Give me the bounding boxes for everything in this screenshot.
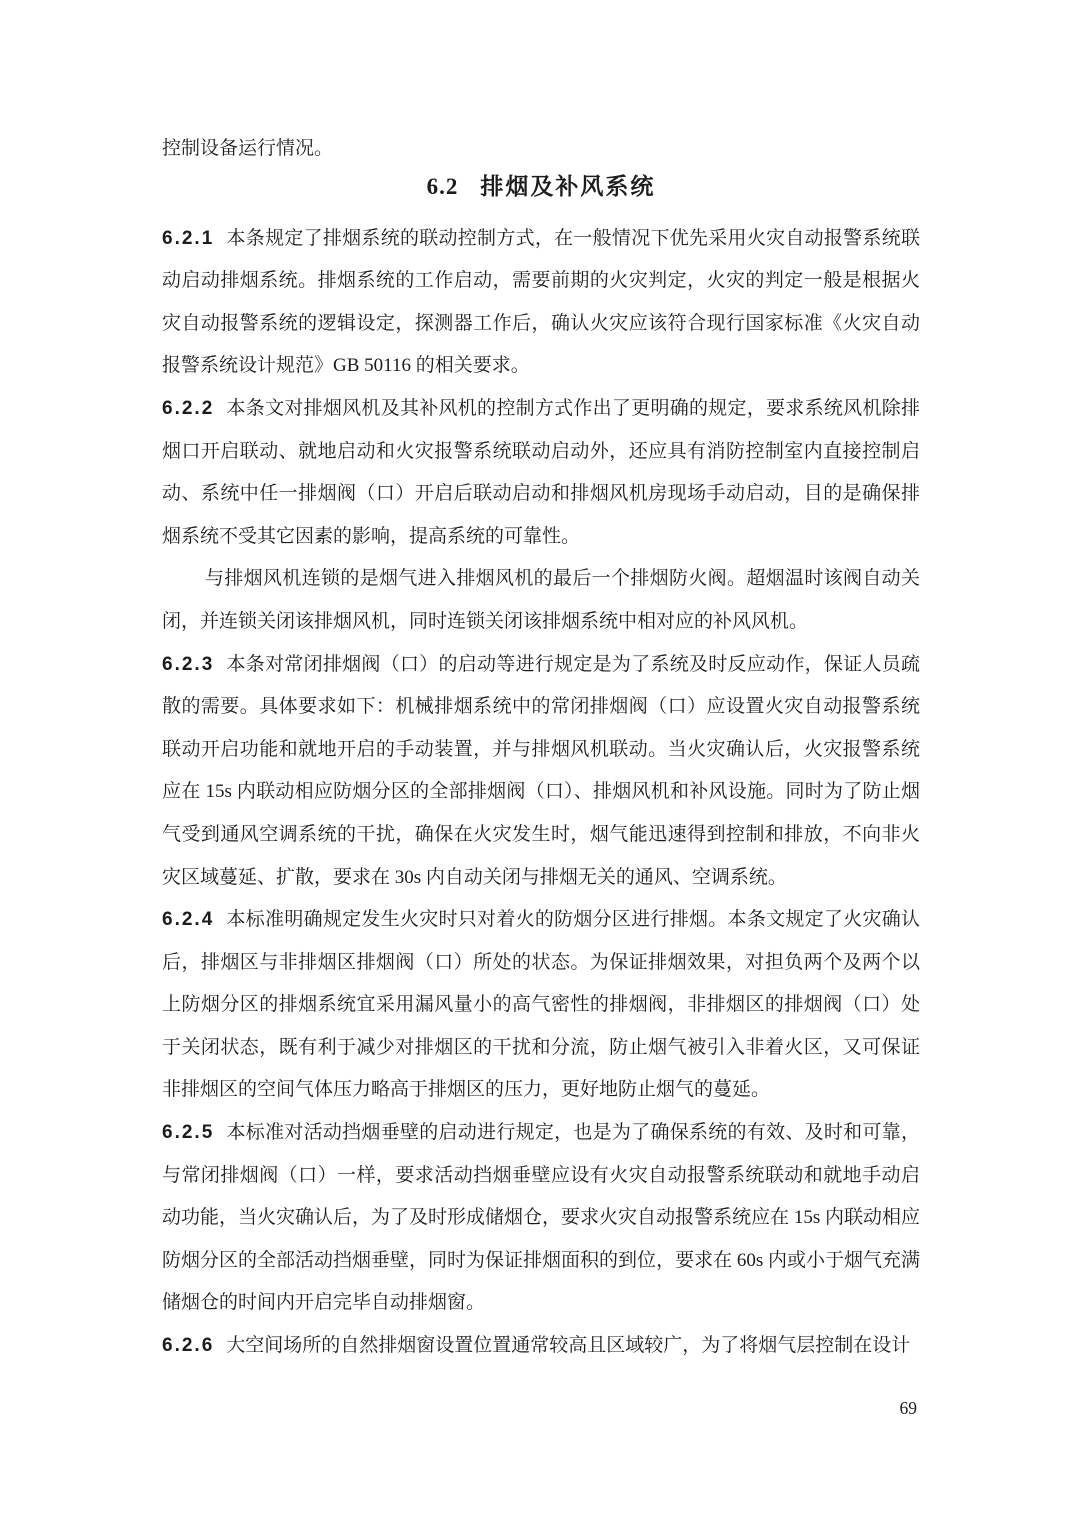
paragraph-text: 本标准明确规定发生火灾时只对着火的防烟分区进行排烟。本条文规定了火灾确认后，排烟区与非排烟区排烟阀（口）所处的状态。为保证排烟效果，对担负两个及两个以上防烟分区的排烟系统宜采用漏风量小的高气密性的排烟阀，非排烟区的排烟阀（口）处于关闭状态，既有利于减少对排烟区的干扰和分流，防止烟气被引入非着火区，又可保证非排烟区的空间气体压力略高于排烟区的压力，更好地防止烟气的蔓延。 bbox=[162, 909, 920, 1101]
section-heading-title: 排烟及补风系统 bbox=[480, 172, 656, 199]
paragraph-text: 与排烟风机连锁的是烟气进入排烟风机的最后一个排烟防火阀。超烟温时该阀自动关闭，并连锁关闭该排烟风机，同时连锁关闭该排烟系统中相对应的补风风机。 bbox=[162, 568, 920, 632]
page-content bbox=[162, 128, 920, 1368]
section-heading bbox=[162, 171, 920, 202]
paragraph bbox=[162, 899, 920, 1112]
paragraph bbox=[162, 558, 920, 643]
paragraph bbox=[162, 644, 920, 900]
clause-number: 6.2.3 bbox=[162, 653, 215, 675]
clause-number: 6.2.4 bbox=[162, 909, 215, 931]
page-number: 69 bbox=[899, 1398, 917, 1418]
paragraph bbox=[162, 1112, 920, 1325]
paragraph-text: 本标准对活动挡烟垂壁的启动进行规定，也是为了确保系统的有效、及时和可靠，与常闭排烟阀（口）一样，要求活动挡烟垂壁应设有火灾自动报警系统联动和就地手动启动功能，当火灾确认后，为了及时形成储烟仓，要求火灾自动报警系统应在 15s 内联动相应防烟分区的全部活动挡烟垂壁，同时为保证排烟面积的到位，要求在 60s 内或小于烟气充满储烟仓的时间内开启完毕自动排烟窗。 bbox=[162, 1122, 920, 1314]
paragraph-text: 本条规定了排烟系统的联动控制方式，在一般情况下优先采用火灾自动报警系统联动启动排烟系统。排烟系统的工作启动，需要前期的火灾判定，火灾的判定一般是根据火灾自动报警系统的逻辑设定，探测器工作后，确认火灾应该符合现行国家标准《火灾自动报警系统设计规范》GB 50116 的相关要求。 bbox=[162, 227, 920, 377]
paragraph bbox=[162, 388, 920, 558]
paragraph-text: 本条对常闭排烟阀（口）的启动等进行规定是为了系统及时反应动作，保证人员疏散的需要。具体要求如下：机械排烟系统中的常闭排烟阀（口）应设置火灾自动报警系统联动开启功能和就地开启的手动装置，并与排烟风机联动。当火灾确认后，火灾报警系统应在 15s 内联动相应防烟分区的全部排烟阀（口）、排烟风机和补风设施。同时为了防止烟气受到通风空调系统的干扰，确保在火灾发生时，烟气能迅速得到控制和排放，不向非火灾区域蔓延、扩散，要求在 30s 内自动关闭与排烟无关的通风、空调系统。 bbox=[162, 653, 920, 888]
clause-number: 6.2.2 bbox=[162, 397, 215, 419]
section-heading-number: 6.2 bbox=[426, 173, 459, 199]
paragraph-text: 大空间场所的自然排烟窗设置位置通常较高且区域较广，为了将烟气层控制在设计 bbox=[226, 1335, 911, 1357]
paragraph bbox=[162, 218, 920, 388]
paragraph-continuation: 控制设备运行情况。 bbox=[162, 138, 334, 159]
paragraph bbox=[162, 1325, 920, 1368]
clause-number: 6.2.1 bbox=[162, 227, 215, 249]
clause-number: 6.2.6 bbox=[162, 1335, 215, 1357]
clause-number: 6.2.5 bbox=[162, 1122, 215, 1144]
paragraph-text: 本条文对排烟风机及其补风机的控制方式作出了更明确的规定，要求系统风机除排烟口开启联动、就地启动和火灾报警系统联动启动外，还应具有消防控制室内直接控制启动、系统中任一排烟阀（口）开启后联动启动和排烟风机房现场手动启动，目的是确保排烟系统不受其它因素的影响，提高系统的可靠性。 bbox=[162, 397, 920, 547]
